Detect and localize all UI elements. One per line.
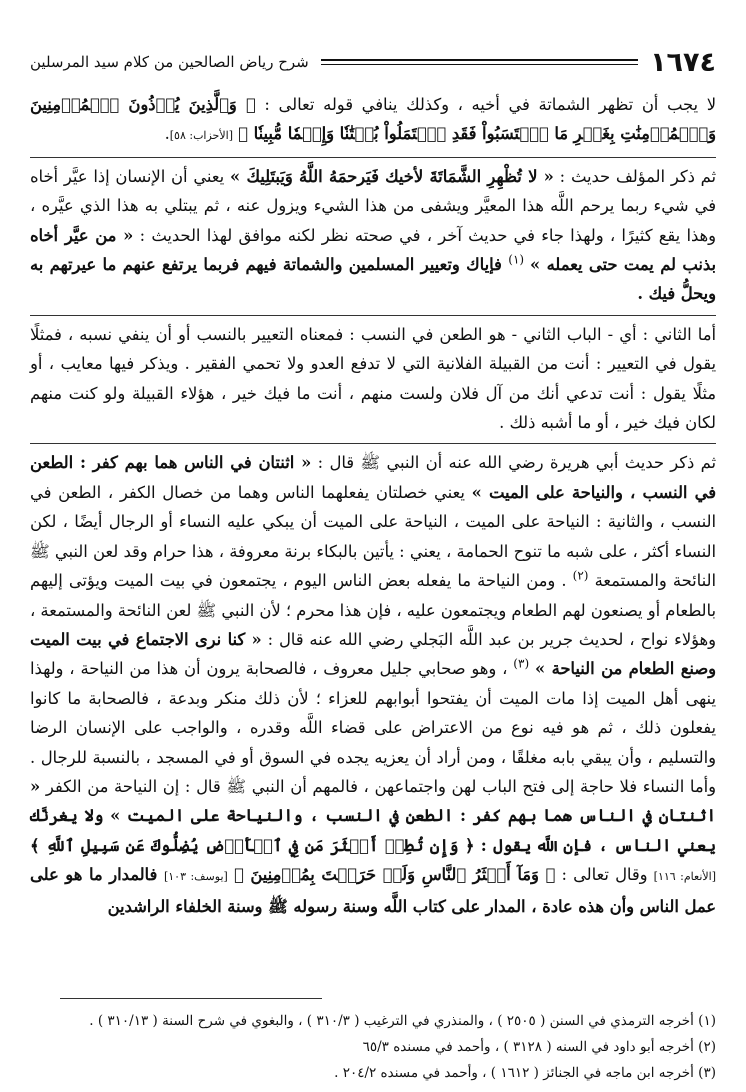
paragraph-divider <box>30 315 716 316</box>
header-rule <box>321 59 638 65</box>
paragraph-text: يعني خصلتان يفعلهما الناس وهما من خصال الكفر ، الطعن في النسب ، والثانية : النياحة على الميت ، النياحة على الميت أن يبكي عليه النساء أو الرجال أيضًا ، لكن النساء أكثر ، على شبه ما تنوح الحمامة ، يعني : يأتين بالبكاء برنة معروفة ، هذا حرام وقد لعن النبي ﷺ النائحة والمستمعة <box>30 482 716 591</box>
paragraph-2 <box>30 162 716 309</box>
hadith-quote: « اثنتان في الناس هما بهم كفر : الطعن في النسب ، والنياحة على الميت » <box>30 776 716 826</box>
hadith-quote: « من عيَّر أخاه بذنب لم يمت حتى يعمله » <box>30 225 716 275</box>
hadith-quote: « كنا نرى الاجتماع في بيت الميت وصنع الطعام من النياحة » <box>30 629 716 679</box>
paragraph-text: . <box>164 124 170 144</box>
running-title: شرح رياض الصالحين من كلام سيد المرسلين <box>30 53 309 71</box>
paragraph-text: فالمدار ما هو على عمل الناس وأن هذه عادة ، المدار على كتاب اللَّه وسنة رسوله ﷺ وسنة الخلفاء الراشدين <box>30 865 716 916</box>
quran-verse: ﴿ وَمَآ أَكۡثَرُ ٱلنَّاسِ وَلَوۡ حَرَصۡتَ بِمُؤۡمِنِينَ ﴾ <box>233 865 556 885</box>
paragraph-text: ثم ذكر المؤلف حديث : <box>553 166 717 186</box>
footnote-marker: (٢) <box>572 568 589 583</box>
paragraph-text: وقال تعالى : <box>555 865 654 885</box>
paragraph-divider <box>30 443 716 444</box>
quran-verse: ﴿ وَٱلَّذِينَ يُؤۡذُونَ ٱلۡمُؤۡمِنِينَ وَٱلۡمُؤۡمِنَٰتِ بِغَيۡرِ مَا ٱكۡتَسَبُواْ فَقَدِ ٱحۡتَمَلُواْ بُهۡتَٰنٗا وَإِثۡمٗا مُّبِينٗا ﴾ <box>30 95 716 144</box>
quran-verse: ﴿ وَإِن تُطِعۡ أَكۡثَرَ مَن فِي ٱلۡأَرۡضِ يُضِلُّوكَ عَن سَبِيلِ ٱللَّهِ ﴾ <box>30 835 475 855</box>
footnotes <box>30 1008 716 1086</box>
paragraph-text: ثم ذكر حديث أبي هريرة رضي الله عنه أن النبي ﷺ قال : <box>311 453 716 473</box>
paragraph-4 <box>30 448 716 921</box>
verse-reference: [يوسف: ١٠٣] <box>163 870 228 884</box>
body-text <box>30 90 716 927</box>
footnote-marker: (٣) <box>513 656 530 671</box>
page-header <box>30 42 716 82</box>
verse-reference: [الأنعام: ١١٦] <box>653 870 717 884</box>
verse-reference: [الأحزاب: ٥٨] <box>169 129 233 143</box>
hadith-quote: « اثنتان في الناس هما بهم كفر : الطعن في النسب ، والنياحة على الميت » <box>30 453 716 502</box>
paragraph-text: أما الثاني : أي - الباب الثاني - هو الطعن في النسب : فمعناه التعيير بالنسب أو أن ينفي نسبه ، فمثلًا يقول في التعيير : أنت من القبيلة الفلانية التي لا تدفع العدو ولا تحمي الفقير . ويذكر فيها معايب ، أو مثلًا يقول : أنت تدعي أنك من آل فلان ولست منهم ، أنت ما فيك خير ، هؤلاء القبيلة ولو كنت منهم لكان فيك خير ، أو ما أشبه ذلك . <box>30 324 716 433</box>
footnote-marker: (١) <box>508 252 525 267</box>
footnote-separator <box>60 998 322 999</box>
paragraph-1 <box>30 90 716 151</box>
paragraph-text: يعني أن الإنسان إذا عيَّر أخاه في شيء ربما يرحم اللَّه هذا المعيَّر ويشفى من هذا الشيء ويزول عنه ، ثم يبتلي به هذا الذي عيَّره ، وهذا يقع كثيرًا ، ولهذا جاء في حديث آخر ، في صحته نظر لكنه موافق لهذا الحديث : <box>30 166 716 245</box>
paragraph-text: . ومن النياحة ما يفعله بعض الناس اليوم ، يجتمعون في بيت الميت ويؤتى إليهم بالطعام أو يصنعون لهم الطعام ويجتمعون عليه ، فإن هذا محرم ؛ لأن النبي ﷺ لعن النائحة والمستمعة ، وهؤلاء نواح ، لحديث جرير بن عبد اللَّه البَجلي رضي الله عنه قال : <box>30 571 716 649</box>
paragraph-3 <box>30 320 716 438</box>
footnote-2: (٢) أخرجه أبو داود في السنه ( ٣١٢٨ ) ، وأحمد في مسنده ٦٥/٣ <box>362 1039 716 1055</box>
page-number: ١٦٧٤ <box>650 46 716 78</box>
paragraph-text: فإياك وتعيير المسلمين والشماتة فيهم فربما يرتفع عنهم ما عيرتهم به ويحلُّ فيك . <box>30 255 716 304</box>
paragraph-text: لا يجب أن تظهر الشماتة في أخيه ، وكذلك ينافي قوله تعالى : <box>255 95 717 114</box>
paragraph-divider <box>30 157 716 158</box>
paragraph-text: ولا يغرنَّك يعني الناس ، فإن اللَّه يقول : <box>30 806 717 855</box>
footnote-1: (١) أخرجه الترمذي في السنن ( ٢٥٠٥ ) ، والمنذري في الترغيب ( ٣١٠/٣ ) ، والبغوي في شرح السنة ( ٣١٠/١٣ ) . <box>89 1013 716 1029</box>
hadith-quote: « لا تُظْهِرِ الشَّمَاتَةَ لأخيك فَيَرحمَهُ اللَّهُ وَيَبتَلِيكَ » <box>230 166 554 186</box>
footnote-3: (٣) أخرجه ابن ماجه في الجنائز ( ١٦١٢ ) ، وأحمد في مسنده ٢٠٤/٢ . <box>334 1065 716 1081</box>
paragraph-text: ، وهو صحابي جليل معروف ، فالصحابة يرون أن هذا من النياحة ، ولهذا ينهى أهل الميت إذا مات الميت أن يفتحوا أبوابهم للعزاء ؛ لأن ذلك منكر وبدعة ، فالصحابة ما كانوا يفعلون ذلك ، ثم هو فيه نوع من الاعتراض على قضاء اللَّه وقدره ، والواجب على الإنسان الرضا والتسليم ، وأن يبقي بابه مغلقًا ، ومن أراد أن يعزيه يجده في السوق أو في المسجد ، بالنسبة للرجال . وأما النساء فلا حاجة إلى فتح الباب لهن واجتماعهن ، فالمهم أن النبي ﷺ قال : إن النياحة من الكفر <box>30 659 716 796</box>
